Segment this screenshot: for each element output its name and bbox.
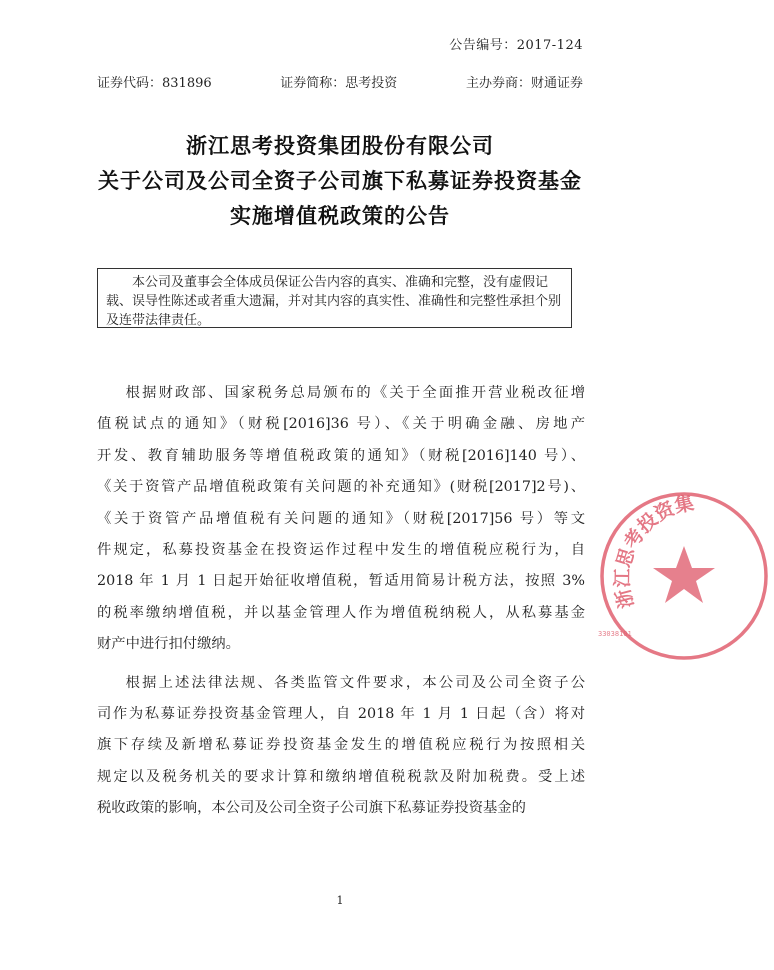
paragraph-1-line: 的税率缴纳增值税，并以基金管理人作为增值税纳税人，从私募基金 — [97, 604, 585, 621]
notice-text: 本公司及董事会全体成员保证公告内容的真实、准确和完整，没有虚假记载、误导性陈述或者重大遗漏，并对其内容的真实性、准确性和完整性承担个别及连带法律责任。 — [106, 275, 562, 328]
security-name: 证券简称：思考投资 — [280, 76, 398, 91]
title-line-3: 实施增值税政策的公告 — [230, 203, 450, 228]
paragraph-1-line: 件规定，私募投资基金在投资运作过程中发生的增值税应税行为，自 — [97, 542, 585, 559]
broker: 主办券商：财通证券 — [465, 76, 583, 91]
security-info-row — [97, 72, 583, 92]
seal-text: 浙江思考投资集 — [611, 492, 696, 611]
paragraph-1-line: 值税试点的通知》（财税[2016]36 号）、《关于明确金融、房地产 — [97, 416, 585, 433]
title-line-2: 关于公司及公司全资子公司旗下私募证券投资基金 — [98, 168, 582, 193]
seal-number: 33038101 — [598, 630, 632, 638]
seal-star-icon — [653, 546, 715, 603]
paragraph-1-line: 2018 年 1 月 1 日起开始征收增值税，暂适用简易计税方法，按照 3% — [97, 573, 585, 590]
title-line-1: 浙江思考投资集团股份有限公司 — [186, 133, 494, 158]
document-title — [60, 128, 620, 233]
paragraph-1-line: 开发、教育辅助服务等增值税政策的通知》（财税[2016]140 号）、 — [97, 447, 585, 464]
paragraph-2-line: 根据上述法律法规、各类监管文件要求，本公司及公司全资子公 — [125, 674, 585, 691]
paragraph-1-line: 《关于资管产品增值税政策有关问题的补充通知》(财税[2017]2号)、 — [97, 479, 585, 496]
body-paragraph-2 — [97, 668, 585, 825]
announcement-number: 公告编号：2017-124 — [449, 38, 583, 53]
board-assurance-notice — [97, 268, 572, 328]
paragraph-1-line: 根据财政部、国家税务总局颁布的《关于全面推开营业税改征增 — [125, 385, 585, 401]
paragraph-2-line: 税收政策的影响，本公司及公司全资子公司旗下私募证券投资基金的 — [97, 800, 526, 817]
paragraph-1-line: 财产中进行扣付缴纳。 — [97, 636, 240, 653]
document-body — [97, 378, 585, 825]
security-code: 证券代码：831896 — [97, 76, 212, 91]
paragraph-2-line: 司作为私募证券投资基金管理人，自 2018 年 1 月 1 日起（含）将对 — [97, 706, 585, 723]
seal-ring — [602, 494, 766, 658]
paragraph-2-line: 旗下存续及新增私募证券投资基金发生的增值税应税行为按照相关 — [97, 737, 585, 754]
page-number: 1 — [336, 894, 344, 907]
paragraph-1-line: 《关于资管产品增值税有关问题的通知》（财税[2017]56 号）等文 — [97, 510, 585, 527]
company-seal — [594, 486, 774, 666]
body-paragraph-1 — [97, 378, 585, 661]
paragraph-2-line: 规定以及税务机关的要求计算和缴纳增值税税款及附加税费。受上述 — [97, 768, 585, 785]
